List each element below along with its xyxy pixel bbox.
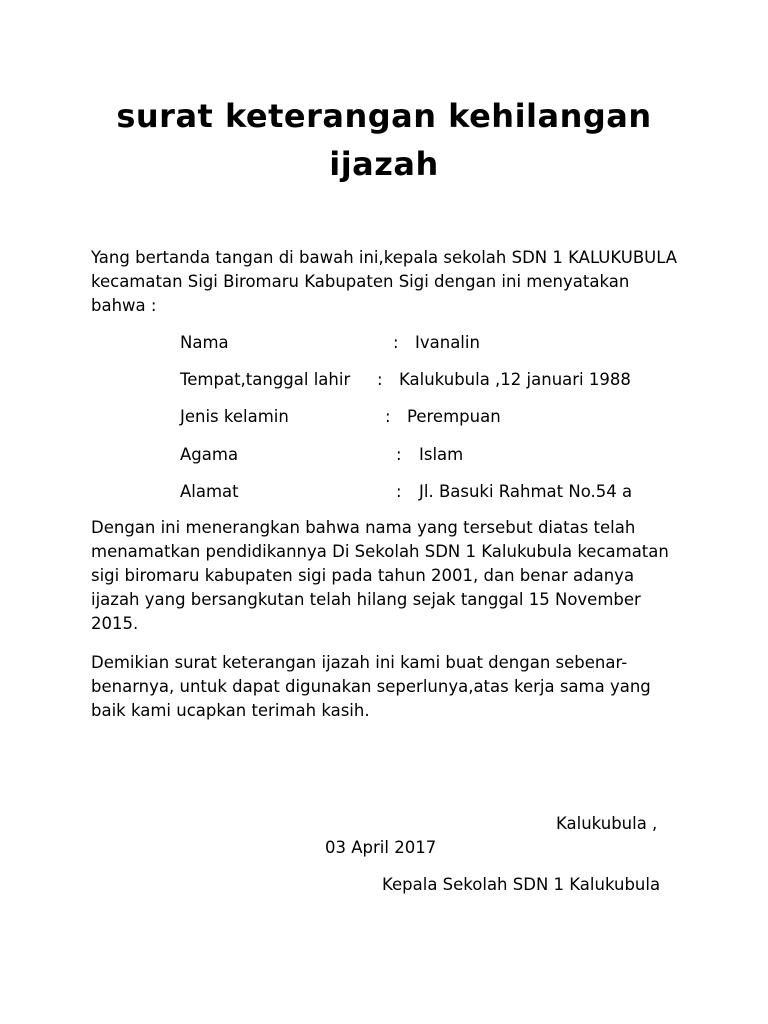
- field-value-jenis-kelamin: Perempuan: [407, 407, 501, 426]
- field-value-agama: Islam: [419, 445, 464, 464]
- signature-date: 03 April 2017: [325, 838, 437, 857]
- field-separator-alamat: :: [396, 482, 402, 501]
- field-value-tempat-tanggal-lahir: Kalukubula ,12 januari 1988: [399, 370, 631, 389]
- field-value-alamat: Jl. Basuki Rahmat No.54 a: [419, 482, 633, 501]
- field-label-alamat: Alamat: [180, 482, 239, 501]
- intro-paragraph: Yang bertanda tangan di bawah ini,kepala sekolah SDN 1 KALUKUBULA kecamatan Sigi Biromaru Kabupaten Sigi dengan ini menyatakan bahwa :: [91, 248, 678, 315]
- field-label-tempat-tanggal-lahir: Tempat,tanggal lahir: [180, 370, 351, 389]
- body-paragraph-2: Demikian surat keterangan ijazah ini kami buat dengan sebenar-benarnya, untuk dapat digunakan seperlunya,atas kerja sama yang baik kami ucapkan terimah kasih.: [91, 653, 651, 720]
- body-paragraph-1: Dengan ini menerangkan bahwa nama yang tersebut diatas telah menamatkan pendidikannya Di Sekolah SDN 1 Kalukubula kecamatan sigi biromaru kabupaten sigi pada tahun 2001, dan benar adanya ijazah yang bersangkutan telah hilang sejak tanggal 15 November 2015.: [91, 518, 669, 633]
- signature-position: Kepala Sekolah SDN 1 Kalukubula: [382, 875, 661, 894]
- field-separator-nama: :: [393, 333, 399, 352]
- field-separator-agama: :: [396, 445, 402, 464]
- field-value-nama: Ivanalin: [415, 333, 480, 352]
- field-separator-tempat-tanggal-lahir: :: [377, 370, 383, 389]
- field-label-agama: Agama: [180, 445, 239, 464]
- field-separator-jenis-kelamin: :: [385, 407, 391, 426]
- signature-place: Kalukubula ,: [556, 814, 658, 833]
- field-label-jenis-kelamin: Jenis kelamin: [180, 407, 289, 426]
- document-title: surat keterangan kehilangan ijazah: [116, 97, 652, 183]
- field-label-nama: Nama: [180, 333, 229, 352]
